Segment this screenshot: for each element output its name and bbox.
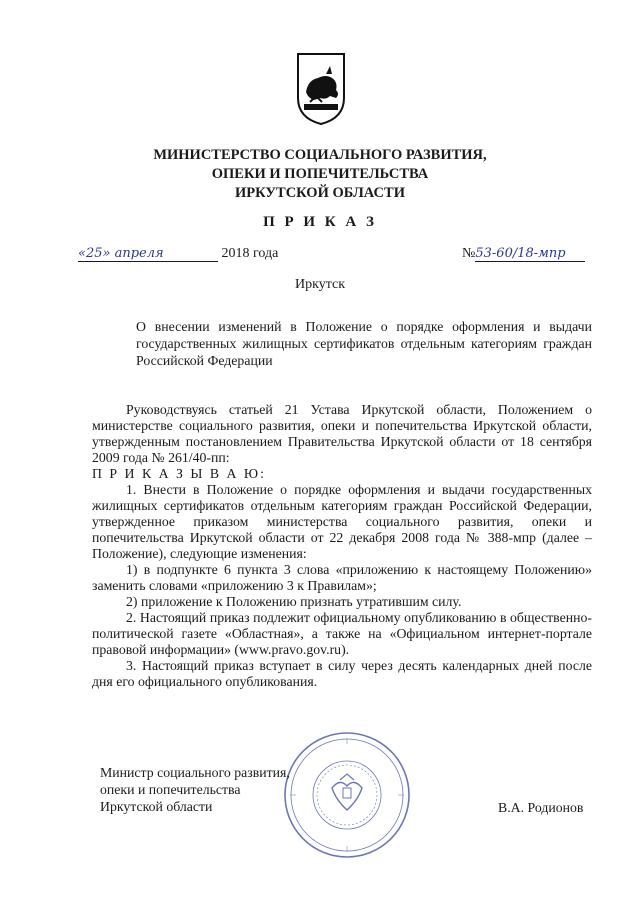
order-date <box>78 246 278 262</box>
signatory-position-line-2: опеки и попечительства <box>100 782 241 797</box>
order-body <box>92 402 592 690</box>
item-1-1: 1) в подпункте 6 пункта 3 слова «приложению к настоящему Положению» заменить словами «приложению 3 к Правилам»; <box>92 562 592 593</box>
item-3: 3. Настоящий приказ вступает в силу через десять календарных дней после дня его официального опубликования. <box>92 658 592 689</box>
item-1: 1. Внести в Положение о порядке оформления и выдачи государственных жилищных сертификатов отдельным категориям граждан Российской Федерации, утвержденное приказом министерства социального развития, опеки и попечительства Иркутской области от 22 декабря 2008 года № 388-мпр (далее – Положение), следующие изменения: <box>92 482 592 561</box>
signatory-name: В.А. Родионов <box>498 800 584 815</box>
item-2: 2. Настоящий приказ подлежит официальному опубликованию в общественно-политической газете «Областная», а также на «Официальном интернет-портале правовой информации» (www.pravo.gov.ru). <box>92 610 592 657</box>
signatory-position-line-1: Министр социального развития, <box>100 765 290 780</box>
order-title: П Р И К А З <box>263 214 377 230</box>
signatory-position <box>100 764 290 815</box>
signatory-position-line-3: Иркутской области <box>100 799 213 814</box>
order-number <box>462 246 585 262</box>
order-subject: О внесении изменений в Положение о порядке оформления и выдачи государственных жилищных сертификатов отдельным категориям граждан Российской Федерации <box>136 319 592 368</box>
ministry-line-3: ИРКУТСКОЙ ОБЛАСТИ <box>235 185 405 201</box>
order-date-year: 2018 года <box>221 246 279 261</box>
preamble: Руководствуясь статьей 21 Устава Иркутской области, Положением о министерстве социального развития, опеки и попечительства Иркутской области, утвержденным постановлением Правительства Иркутской области от 18 сентября 2009 года № 261/40-пп: <box>92 402 592 465</box>
directive-heading: П Р И К А З Ы В А Ю: <box>92 466 266 481</box>
order-date-handwritten: «25» апреля <box>78 246 218 262</box>
order-number-handwritten: 53-60/18-мпр <box>475 246 585 262</box>
item-1-2: 2) приложение к Положению признать утратившим силу. <box>126 594 462 609</box>
ministry-line-2: ОПЕКИ И ПОПЕЧИТЕЛЬСТВА <box>211 166 429 182</box>
official-seal-icon <box>282 730 412 860</box>
order-city: Иркутск <box>294 277 346 292</box>
order-number-prefix: № <box>462 246 476 261</box>
ministry-line-1: МИНИСТЕРСТВО СОЦИАЛЬНОГО РАЗВИТИЯ, <box>153 147 487 163</box>
ministry-header <box>0 146 640 203</box>
coat-of-arms-icon <box>296 52 346 126</box>
